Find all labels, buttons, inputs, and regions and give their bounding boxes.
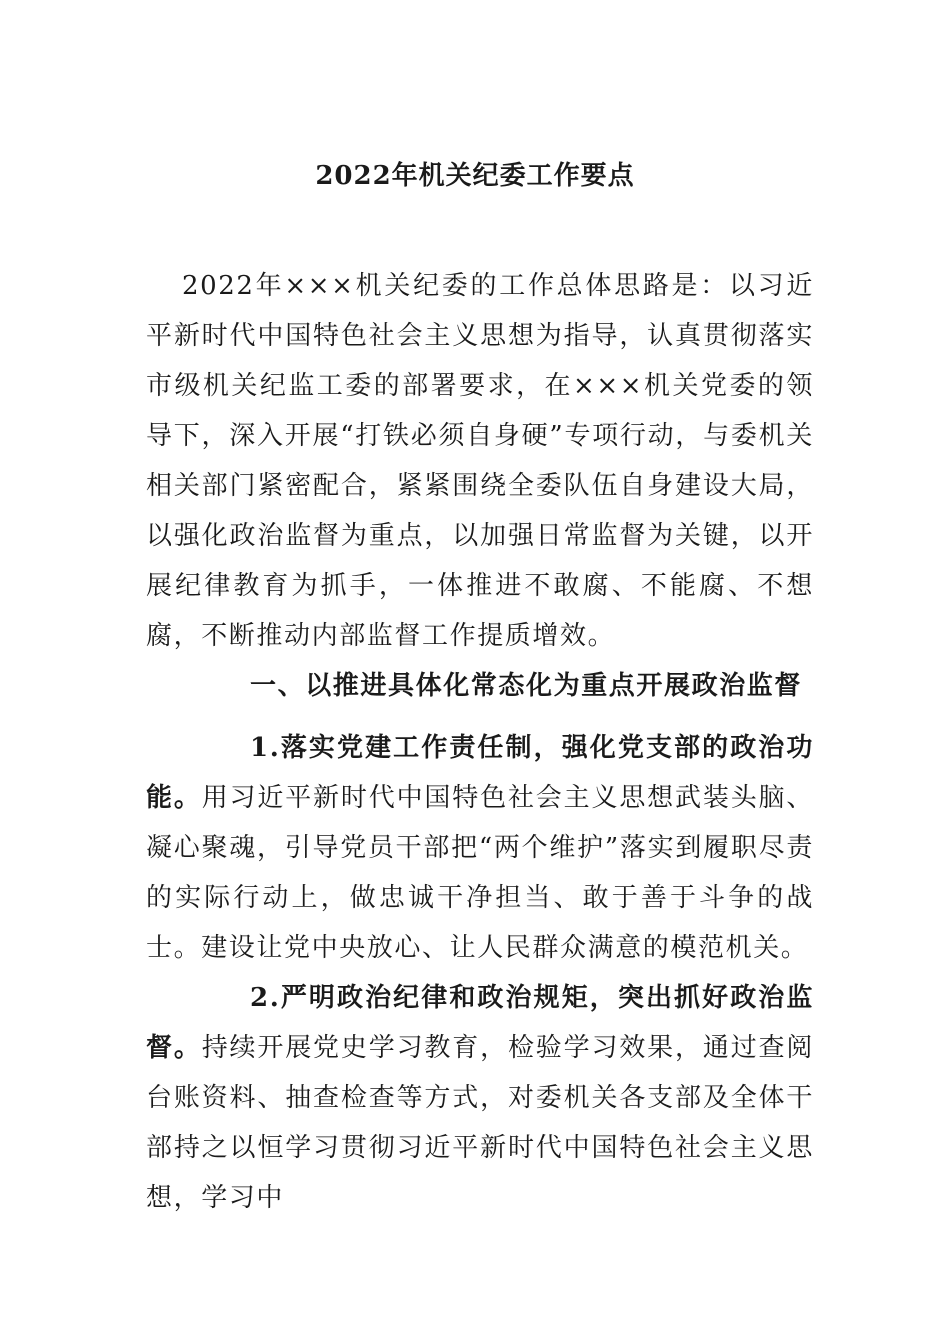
item-1-body: 用习近平新时代中国特色社会主义思想武装头脑、凝心聚魂，引导党员干部把“两个维护”落实到履职尽责的实际行动上，做忠诚干净担当、敢于善于斗争的战士。建设让党中央放心、让人民群众满意的模范机关。 bbox=[146, 783, 814, 963]
item-2-body: 持续开展党史学习教育，检验学习效果，通过查阅台账资料、抽查检查等方式，对委机关各支部及全体干部持之以恒学习贯彻习近平新时代中国特色社会主义思想，学习中 bbox=[146, 1033, 814, 1213]
document-title: 2022年机关纪委工作要点 bbox=[315, 161, 635, 191]
item-paragraph-2 bbox=[146, 973, 814, 1223]
item-2-lead: 2.严明政治纪律和政治规矩，突出抓好政治监督。 bbox=[146, 983, 814, 1063]
item-paragraph-1 bbox=[146, 723, 814, 973]
item-1-lead: 1.落实党建工作责任制，强化党支部的政治功能。 bbox=[146, 733, 814, 813]
intro-paragraph: 2022年×××机关纪委的工作总体思路是：以习近平新时代中国特色社会主义思想为指导，认真贯彻落实市级机关纪监工委的部署要求，在×××机关党委的领导下，深入开展“打铁必须自身硬”专项行动，与委机关相关部门紧密配合，紧紧围绕全委队伍自身建设大局，以强化政治监督为重点，以加强日常监督为关键，以开展纪律教育为抓手，一体推进不敢腐、不能腐、不想腐，不断推动内部监督工作提质增效。 bbox=[146, 271, 814, 651]
section-heading-1: 一、以推进具体化常态化为重点开展政治监督 bbox=[250, 671, 803, 701]
